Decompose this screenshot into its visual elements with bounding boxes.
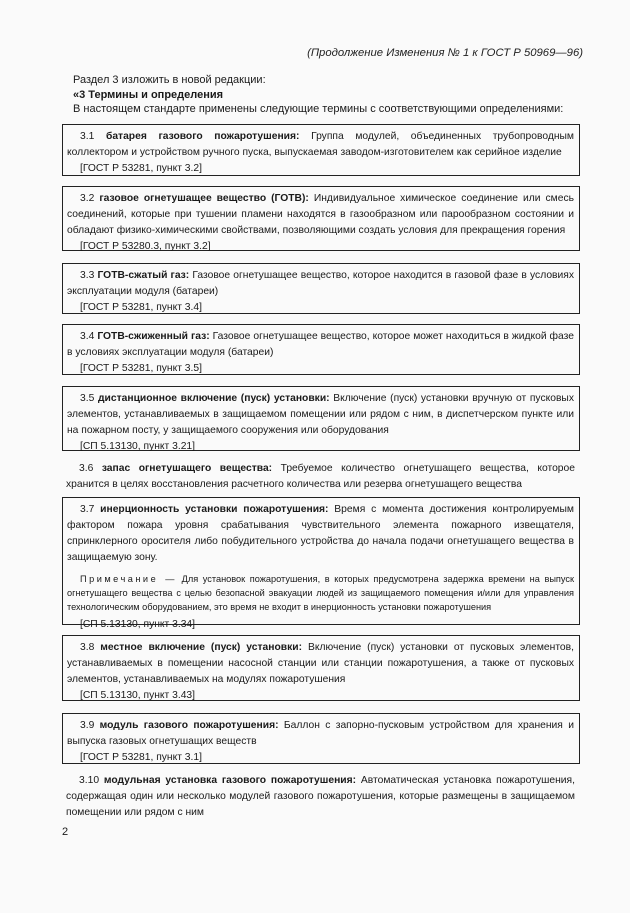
- term-number: 3.2: [80, 193, 95, 204]
- term-block-3-2: [62, 186, 580, 251]
- term-name: инерционность установки пожаротушения:: [100, 504, 329, 515]
- term-block-3-8: [62, 635, 580, 701]
- term-definition: Время с момента достижения контролируемым фактором пожара уровня срабатывания чувствительного элемента пожарного извещателя, спринклерного оросителя либо побудительного устройства до начала подачи огнетушащего вещества в защищаемую зону.: [67, 504, 574, 563]
- term-definition: Газовое огнетушащее вещество, которое может находиться в жидкой фазе в условиях эксплуатации модуля (батареи): [67, 331, 574, 358]
- term-definition: Включение (пуск) установки вручную от пусковых элементов, устанавливаемых в защищаемом помещении или рядом с ним, в диспетчерском пункте или на пожарном посту, у защищаемого сооружения или оборудования: [67, 393, 574, 436]
- term-name: батарея газового пожаротушения:: [105, 131, 300, 142]
- term-block-3-4: [62, 324, 580, 375]
- term-name: местное включение (пуск) установки:: [100, 642, 303, 653]
- term-number: 3.10: [79, 775, 100, 786]
- section-title: «3 Термины и определения: [73, 89, 224, 101]
- note-text: Для установок пожаротушения, в которых предусмотрена задержка времени на выпуск огнетушащего вещества с целью безопасной эвакуации людей из защищаемого помещения и/или для управления технологическим оборудованием, это время не входит в инерционность установки пожаротушения: [67, 574, 575, 612]
- term-name: модульная установка газового пожаротушения:: [103, 775, 357, 786]
- term-number: 3.1: [80, 131, 95, 142]
- term-name: ГОТВ-сжатый газ:: [97, 270, 190, 281]
- term-definition: Требуемое количество огнетушащего вещества, которое хранится в целях восстановления расчетного количества или резерва огнетушащего вещества: [66, 463, 575, 490]
- term-number: 3.7: [80, 504, 95, 515]
- term-name: газовое огнетушащее вещество (ГОТВ):: [99, 193, 309, 204]
- term-block-3-7: [62, 497, 580, 630]
- term-block-3-9: [62, 713, 580, 764]
- term-block-3-1: [62, 124, 580, 176]
- term-reference: [ГОСТ Р 53280.3, пункт 3.2]: [80, 241, 211, 252]
- term-reference: [СП 5.13130, пункт 3.21]: [80, 441, 196, 452]
- term-name: дистанционное включение (пуск) установки:: [97, 393, 330, 404]
- term-reference: [СП 5.13130, пункт 3.34]: [80, 619, 196, 630]
- term-definition: Баллон с запорно-пусковым устройством для хранения и выпуска газовых огнетушащих веществ: [67, 720, 574, 747]
- term-reference: [ГОСТ Р 53281, пункт 3.4]: [80, 302, 202, 313]
- term-definition: Включение (пуск) установки от пусковых элементов, устанавливаемых в помещении насосной станции или станции пожаротушения, а также от пусковых элементов, устанавливаемых на модулях пожаротушения: [67, 642, 574, 685]
- term-reference: [СП 5.13130, пункт 3.43]: [80, 690, 196, 701]
- term-reference: [ГОСТ Р 53281, пункт 3.1]: [80, 752, 202, 763]
- term-reference: [ГОСТ Р 53281, пункт 3.2]: [80, 163, 202, 174]
- term-number: 3.3: [80, 270, 95, 281]
- term-name: модуль газового пожаротушения:: [99, 720, 279, 731]
- term-name: ГОТВ-сжиженный газ:: [97, 331, 210, 342]
- term-block-3-6: [62, 461, 580, 493]
- term-number: 3.8: [80, 642, 95, 653]
- term-note: [67, 572, 574, 614]
- term-number: 3.9: [80, 720, 95, 731]
- term-definition: Индивидуальное химическое соединение или смесь соединений, которые при тушении пламени находятся в газообразном или парообразном состоянии и обладают физико-химическими свойствами, позволяющими создать условия для прекращения горения: [67, 193, 574, 236]
- term-block-3-10: [62, 773, 580, 821]
- page-header: (Продолжение Изменения № 1 к ГОСТ Р 50969—96): [307, 47, 583, 59]
- term-reference: [ГОСТ Р 53281, пункт 3.5]: [80, 363, 202, 374]
- term-definition: Группа модулей, объединенных трубопроводным коллектором и устройством ручного пуска, выпускаемая заводом-изготовителем как серийное изделие: [67, 131, 574, 158]
- term-name: запас огнетушащего вещества:: [101, 463, 273, 474]
- amendment-instruction: Раздел 3 изложить в новой редакции:: [73, 74, 266, 86]
- section-preamble: В настоящем стандарте применены следующие термины с соответствующими определениями:: [73, 103, 564, 115]
- term-block-3-3: [62, 263, 580, 314]
- term-number: 3.4: [80, 331, 95, 342]
- term-definition: Автоматическая установка пожаротушения, содержащая один или несколько модулей газового пожаротушения, которые размещены в защищаемом помещении или рядом с ним: [66, 775, 575, 818]
- term-definition: Газовое огнетушащее вещество, которое находится в газовой фазе в условиях эксплуатации модуля (батареи): [67, 270, 575, 297]
- note-label: Примечание —: [80, 574, 177, 584]
- term-number: 3.5: [80, 393, 95, 404]
- page-number: 2: [62, 826, 69, 838]
- term-number: 3.6: [79, 463, 94, 474]
- term-block-3-5: [62, 386, 580, 451]
